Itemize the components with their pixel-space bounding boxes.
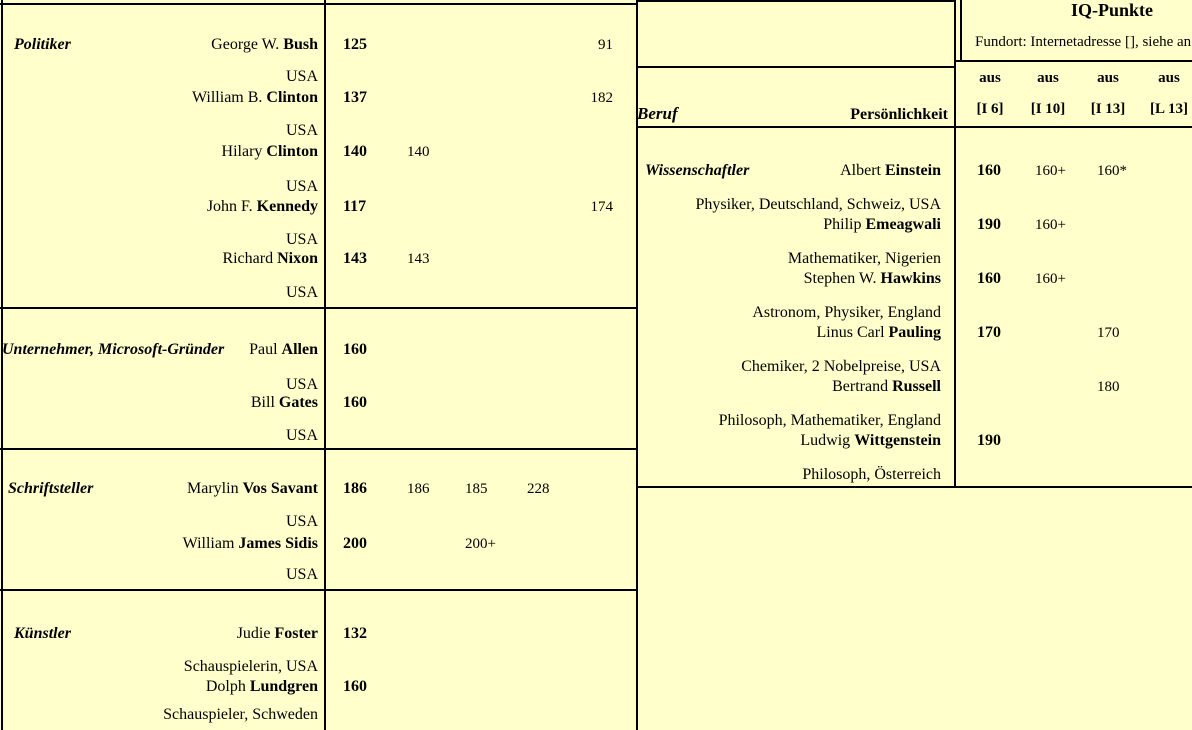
- iq-values: [325, 624, 637, 644]
- category-label: Politiker: [14, 36, 71, 53]
- iq-value: [527, 677, 589, 697]
- iq-value: 143: [407, 251, 430, 267]
- person-desc: USA: [285, 68, 318, 85]
- table-row: [0, 426, 637, 446]
- iq-value: 185: [465, 481, 488, 497]
- person-desc: USA: [285, 122, 318, 139]
- column-group-label: aus: [1158, 70, 1180, 86]
- table-row: [0, 142, 637, 162]
- table-row: [637, 377, 1192, 397]
- person-desc: USA: [285, 566, 318, 583]
- column-group-label: aus: [1097, 70, 1119, 86]
- person-desc: USA: [285, 427, 318, 444]
- iq-value: 160+: [1035, 271, 1066, 287]
- iq-value: [407, 393, 465, 413]
- iq-value: [589, 534, 613, 554]
- grid-line: [637, 486, 1192, 488]
- table-row: [637, 465, 1192, 485]
- iq-value: 190: [977, 216, 1001, 233]
- iq-value: 182: [590, 90, 613, 106]
- iq-value: [1035, 323, 1097, 343]
- iq-values: [955, 161, 1192, 181]
- table-row: [0, 230, 637, 250]
- category-label: Wissenschaftler: [645, 162, 750, 179]
- iq-value: [407, 88, 465, 108]
- iq-value: [465, 35, 527, 55]
- iq-value: [527, 393, 589, 413]
- iq-value: [527, 35, 589, 55]
- iq-value: 160*: [1097, 163, 1127, 179]
- iq-value: [527, 142, 589, 162]
- table-row: [0, 512, 637, 532]
- iq-value: 91: [598, 37, 613, 53]
- column-group-label: aus: [1037, 70, 1059, 86]
- iq-value: [407, 340, 465, 360]
- table-row: [0, 705, 637, 725]
- table-row: [0, 340, 637, 360]
- grid-line: [0, 448, 637, 450]
- table-row: [637, 323, 1192, 343]
- iq-value: 200: [343, 535, 367, 552]
- iq-value: 200+: [465, 536, 496, 552]
- iq-values: [325, 393, 637, 413]
- iq-value: 160: [977, 162, 1001, 179]
- column-header: [I 10]: [1030, 101, 1066, 117]
- person-desc: USA: [285, 231, 318, 248]
- person-name: Richard Nixon: [222, 250, 318, 267]
- person-name: Philip Emeagwali: [823, 216, 941, 233]
- iq-value: [589, 479, 613, 499]
- source-note: Fundort: Internetadresse [], siehe an: [975, 34, 1192, 50]
- iq-value: [465, 340, 527, 360]
- grid-line: [960, 0, 962, 60]
- person-name: Stephen W. Hawkins: [803, 270, 941, 287]
- grid-line: [1, 0, 3, 730]
- iq-value: [407, 35, 465, 55]
- table-row: [637, 411, 1192, 431]
- table-row: [0, 375, 637, 395]
- iq-value: [465, 677, 527, 697]
- iq-value: 140: [343, 143, 367, 160]
- iq-value: [977, 377, 1035, 397]
- iq-value: [1035, 431, 1097, 451]
- table-row: [0, 249, 637, 269]
- iq-values: [325, 534, 637, 554]
- person-desc: USA: [285, 178, 318, 195]
- grid-line: [637, 0, 955, 2]
- persoenlichkeit-header: Persönlichkeit: [850, 106, 948, 123]
- iq-value: [407, 624, 465, 644]
- person-desc: Astronom, Physiker, England: [752, 304, 941, 321]
- iq-values: [955, 269, 1192, 289]
- iq-value: [527, 624, 589, 644]
- iq-value: [589, 393, 613, 413]
- person-name: John F. Kennedy: [206, 198, 318, 215]
- table-row: [0, 565, 637, 585]
- table-row: [0, 177, 637, 197]
- person-name: Marylin Vos Savant: [187, 480, 318, 497]
- iq-value: [407, 197, 465, 217]
- iq-value: [527, 249, 589, 269]
- iq-points-title: IQ-Punkte: [1070, 0, 1154, 20]
- iq-value: 117: [343, 198, 367, 215]
- iq-values: [325, 142, 637, 162]
- beruf-header: Beruf: [637, 104, 678, 123]
- grid-line: [0, 307, 637, 309]
- person-desc: Philosoph, Österreich: [802, 466, 941, 483]
- iq-value: [1155, 377, 1192, 397]
- table-row: [637, 161, 1192, 181]
- iq-value: [465, 249, 527, 269]
- table-row: [0, 534, 637, 554]
- grid-line: [0, 3, 637, 5]
- iq-value: 160+: [1035, 163, 1066, 179]
- table-row: [637, 303, 1192, 323]
- iq-value: [465, 142, 527, 162]
- table-row: [637, 195, 1192, 215]
- person-desc: Mathematiker, Nigerien: [787, 250, 941, 267]
- category-label: Schriftsteller: [8, 480, 94, 497]
- iq-value: [1155, 161, 1192, 181]
- person-desc: Philosoph, Mathematiker, England: [718, 412, 941, 429]
- iq-value: [1155, 431, 1192, 451]
- grid-line: [0, 589, 637, 591]
- person-name: Dolph Lundgren: [205, 678, 318, 695]
- iq-values: [325, 249, 637, 269]
- iq-value: [1155, 269, 1192, 289]
- iq-value: 137: [343, 89, 367, 106]
- iq-value: [1097, 431, 1155, 451]
- iq-value: 190: [977, 432, 1001, 449]
- iq-value: 174: [590, 199, 613, 215]
- person-name: George W. Bush: [211, 36, 318, 53]
- table-row: [637, 357, 1192, 377]
- iq-values: [325, 35, 637, 55]
- table-row: [0, 88, 637, 108]
- grid-line: [955, 60, 1192, 62]
- person-desc: Schauspielerin, USA: [183, 658, 318, 675]
- person-name: Albert Einstein: [840, 162, 941, 179]
- table-row: [0, 121, 637, 141]
- table-row: [0, 197, 637, 217]
- iq-value: 140: [407, 144, 430, 160]
- person-desc: Schauspieler, Schweden: [163, 706, 318, 723]
- iq-value: [1035, 377, 1097, 397]
- iq-value: [589, 340, 613, 360]
- iq-value: [407, 534, 465, 554]
- iq-value: [1155, 323, 1192, 343]
- person-desc: Chemiker, 2 Nobelpreise, USA: [741, 358, 941, 375]
- iq-value: 125: [343, 36, 367, 53]
- person-desc: Physiker, Deutschland, Schweiz, USA: [695, 196, 941, 213]
- column-header: [I 6]: [976, 101, 1004, 117]
- grid-line: [637, 66, 955, 68]
- table-row: [0, 677, 637, 697]
- iq-value: 170: [1097, 325, 1120, 341]
- grid-line: [637, 126, 1192, 128]
- iq-value: [589, 142, 613, 162]
- iq-value: [589, 249, 613, 269]
- iq-value: 160: [977, 270, 1001, 287]
- iq-values: [325, 340, 637, 360]
- iq-values: [325, 88, 637, 108]
- person-desc: USA: [285, 376, 318, 393]
- person-desc: USA: [285, 513, 318, 530]
- iq-value: 143: [343, 250, 367, 267]
- table-row: [0, 393, 637, 413]
- person-name: Bill Gates: [250, 394, 318, 411]
- person-name: William B. Clinton: [191, 89, 318, 106]
- iq-value: 186: [407, 481, 430, 497]
- iq-value: [1155, 215, 1192, 235]
- iq-value: 160: [343, 394, 367, 411]
- category-label: Unternehmer, Microsoft-Gründer: [2, 341, 225, 358]
- table-row: [637, 431, 1192, 451]
- iq-value: 170: [977, 324, 1001, 341]
- person-name: William James Sidis: [182, 535, 318, 552]
- iq-values: [325, 197, 637, 217]
- person-name: Ludwig Wittgenstein: [800, 432, 941, 449]
- iq-value: [465, 88, 527, 108]
- person-name: Linus Carl Pauling: [816, 324, 941, 341]
- iq-value: 180: [1097, 379, 1120, 395]
- iq-values: [955, 377, 1192, 397]
- person-desc: USA: [285, 284, 318, 301]
- table-row: [637, 215, 1192, 235]
- table-row: [0, 283, 637, 303]
- column-header: [L 13]: [1150, 101, 1188, 117]
- iq-value: [527, 534, 589, 554]
- iq-value: [1097, 269, 1155, 289]
- table-row: [637, 269, 1192, 289]
- table-row: [637, 249, 1192, 269]
- iq-values: [955, 215, 1192, 235]
- iq-values: [955, 431, 1192, 451]
- iq-value: 186: [343, 480, 367, 497]
- person-name: Hilary Clinton: [221, 143, 318, 160]
- iq-value: [465, 393, 527, 413]
- person-name: Bertrand Russell: [832, 378, 941, 395]
- iq-value: [1097, 215, 1155, 235]
- iq-value: 228: [527, 481, 550, 497]
- iq-value: [589, 677, 613, 697]
- iq-value: [527, 88, 589, 108]
- table-row: [0, 479, 637, 499]
- column-group-label: aus: [979, 70, 1001, 86]
- iq-values: [955, 323, 1192, 343]
- iq-value: [465, 197, 527, 217]
- column-header: [I 13]: [1090, 101, 1126, 117]
- table-row: [0, 657, 637, 677]
- iq-value: [589, 624, 613, 644]
- person-name: Paul Allen: [249, 341, 318, 358]
- iq-value: [527, 197, 589, 217]
- iq-value: 160: [343, 678, 367, 695]
- iq-values: [325, 677, 637, 697]
- person-name: Judie Foster: [236, 625, 318, 642]
- table-row: [0, 35, 637, 55]
- category-label: Künstler: [14, 625, 71, 642]
- iq-value: 160: [343, 341, 367, 358]
- iq-values: [325, 479, 637, 499]
- grid-line: [324, 0, 326, 730]
- iq-value: [407, 677, 465, 697]
- table-row: [0, 624, 637, 644]
- iq-value: [527, 340, 589, 360]
- iq-value: [465, 624, 527, 644]
- iq-value: 160+: [1035, 217, 1066, 233]
- iq-value: 132: [343, 625, 367, 642]
- table-row: [0, 67, 637, 87]
